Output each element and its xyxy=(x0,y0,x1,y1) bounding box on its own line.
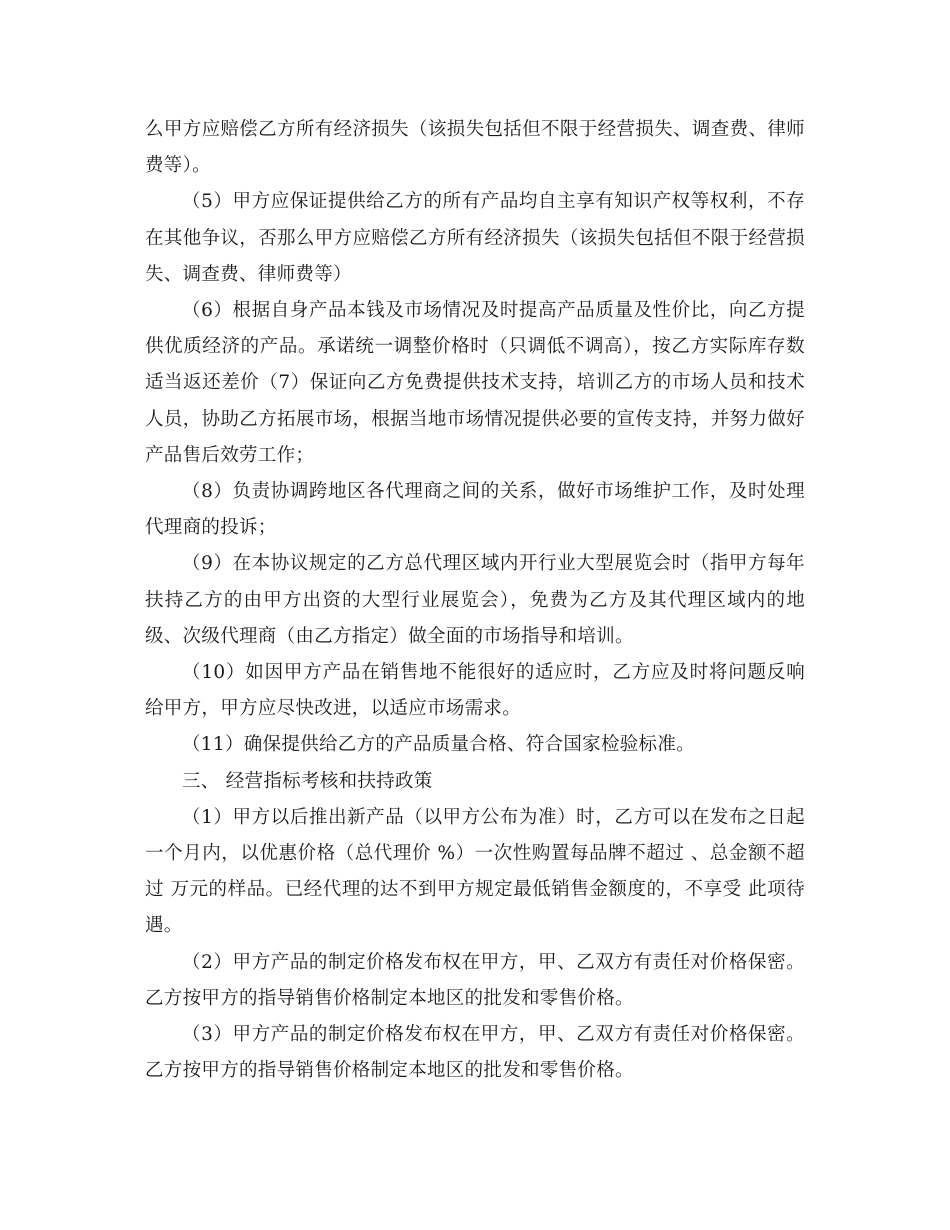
document-body xyxy=(145,112,805,1089)
paragraph-clause-8: （8）负责协调跨地区各代理商之间的关系，做好市场维护工作，及时处理代理商的投诉； xyxy=(145,481,805,539)
paragraph-continuation: 么甲方应赔偿乙方所有经济损失（该损失包括但不限于经营损失、调查费、律师费等）。 xyxy=(145,119,805,177)
paragraph-policy-2: （2）甲方产品的制定价格发布权在甲方，甲、乙双方有责任对价格保密。乙方按甲方的指导销售价格制定本地区的批发和零售价格。 xyxy=(145,951,805,1009)
paragraph-clause-6-7: （6）根据自身产品本钱及市场情况及时提高产品质量及性价比，向乙方提供优质经济的产品。承诺统一调整价格时（只调低不调高），按乙方实际库存数适当返还差价（7）保证向乙方免费提供技术支持，培训乙方的市场人员和技术人员，协助乙方拓展市场，根据当地市场情况提供必要的宣传支持，并努力做好产品售后效劳工作； xyxy=(145,300,805,466)
paragraph-clause-5: （5）甲方应保证提供给乙方的所有产品均自主享有知识产权等权利，不存在其他争议，否那么甲方应赔偿乙方所有经济损失（该损失包括但不限于经营损失、调查费、律师费等） xyxy=(145,191,805,285)
paragraph-policy-3: （3）甲方产品的制定价格发布权在甲方，甲、乙双方有责任对价格保密。乙方按甲方的指导销售价格制定本地区的批发和零售价格。 xyxy=(145,1024,805,1082)
paragraph-clause-9: （9）在本协议规定的乙方总代理区域内开行业大型展览会时（指甲方每年扶持乙方的由甲方出资的大型行业展览会），免费为乙方及其代理区域内的地级、次级代理商（由乙方指定）做全面的市场指导和培训。 xyxy=(145,553,805,647)
paragraph-clause-11: （11）确保提供给乙方的产品质量合格、符合国家检验标准。 xyxy=(182,734,695,756)
paragraph-clause-10: （10）如因甲方产品在销售地不能很好的适应时，乙方应及时将问题反响给甲方，甲方应尽快改进，以适应市场需求。 xyxy=(145,662,805,720)
section-heading-3: 三、 经营指标考核和扶持政策 xyxy=(182,770,433,792)
paragraph-policy-1: （1）甲方以后推出新产品（以甲方公布为准）时，乙方可以在发布之日起一个月内，以优惠价格（总代理价 %）一次性购置每品牌不超过 、总金额不超过 万元的样品。已经代理的达不到甲方规定最低销售金额度的，不享受 此项待遇。 xyxy=(145,806,805,937)
